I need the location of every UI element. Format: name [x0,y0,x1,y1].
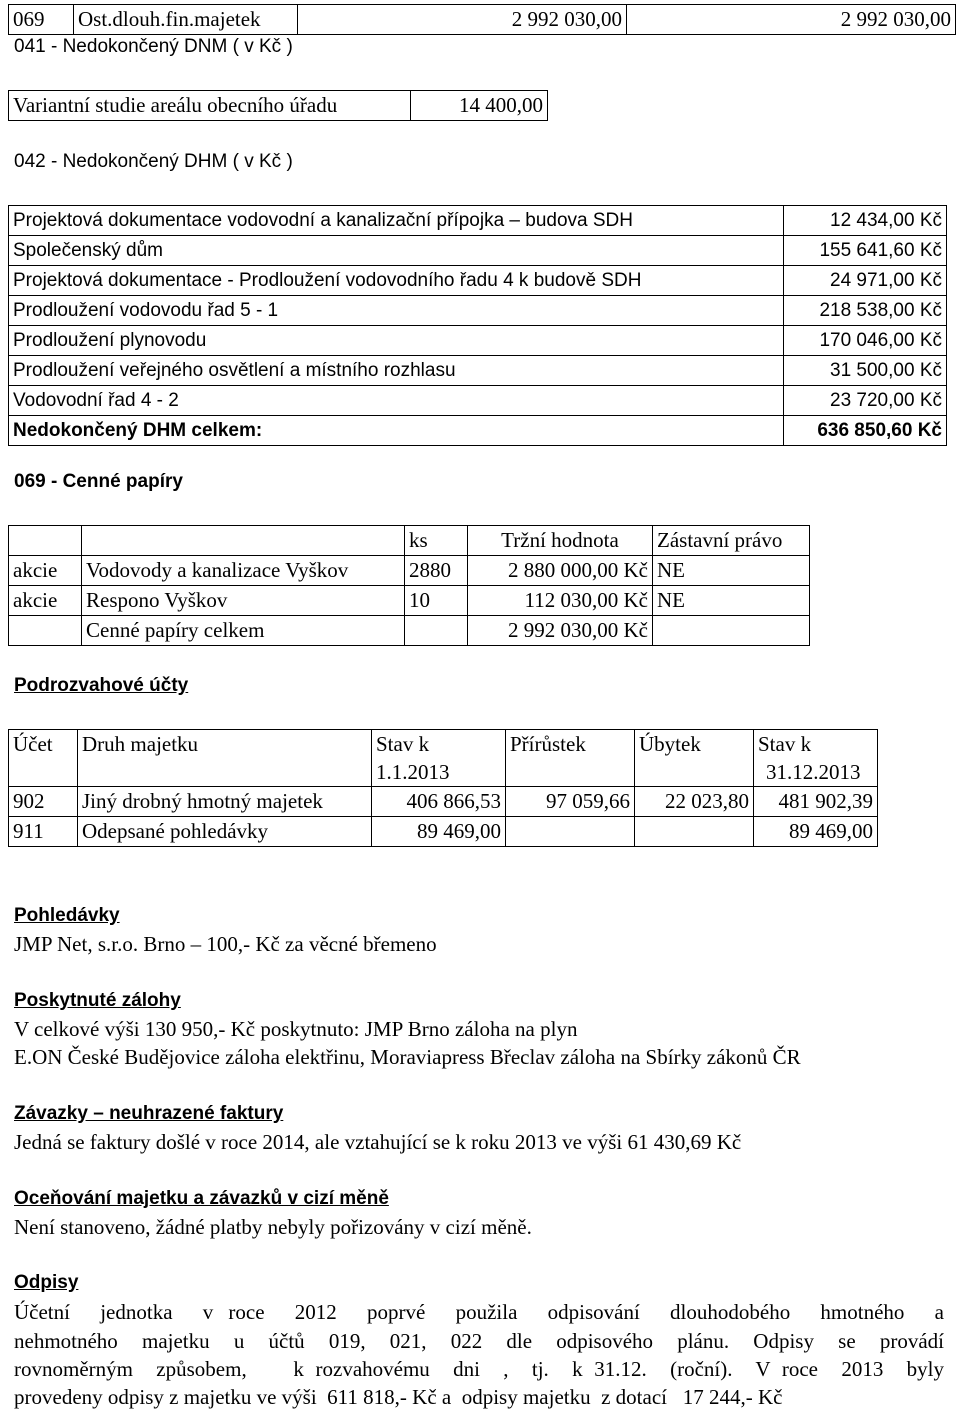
sec-header-pledge: Zástavní právo [653,526,810,556]
top-row-code: 069 [9,5,74,35]
ob-row-2-end: 89 469,00 [754,817,878,847]
table-row [9,787,878,817]
dhm-heading: 042 - Nedokončený DHM ( v Kč ) [14,151,293,172]
ob-header-start-l1: Stav k [376,732,430,756]
securities-table [8,525,810,646]
dhm-row-label: Společenský dům [9,236,784,266]
table-row [9,236,947,266]
ob-row-2-account: 911 [9,817,78,847]
dhm-row-value: 31 500,00 Kč [784,356,947,386]
receivables-heading: Pohledávky [14,905,120,926]
table-row [9,386,947,416]
dhm-row-value: 155 641,60 Kč [784,236,947,266]
top-row-table [8,4,956,35]
sec-row-1-name: Vodovody a kanalizace Vyškov [82,556,405,586]
liabilities-text: Jedná se faktury došlé v roce 2014, ale vztahující se k roku 2013 ve výši 61 430,69 Kč [14,1130,742,1154]
ob-row-1-start: 406 866,53 [372,787,506,817]
table-row [9,206,947,236]
ob-row-2-type: Odepsané pohledávky [78,817,372,847]
advances-heading: Poskytnuté zálohy [14,990,181,1011]
dhm-row-label: Projektová dokumentace - Prodloužení vodovodního řadu 4 k budově SDH [9,266,784,296]
sec-header-name [82,526,405,556]
ob-header-increase: Přírůstek [506,730,635,787]
offbalance-heading: Podrozvahové účty [14,675,189,696]
sec-row-2-value: 112 030,00 Kč [468,586,653,616]
depreciation-line4: provedeny odpisy z majetku ve výši 611 818,- Kč a odpisy majetku z dotací 17 244,- Kč [14,1385,783,1409]
sec-row-1-pledge: NE [653,556,810,586]
ob-row-2-increase [506,817,635,847]
dhm-row-label: Projektová dokumentace vodovodní a kanalizační přípojka – budova SDH [9,206,784,236]
dhm-row-label: Prodloužení plynovodu [9,326,784,356]
sec-row-2-pledge: NE [653,586,810,616]
sec-total-value: 2 992 030,00 Kč [468,616,653,646]
liabilities-heading: Závazky – neuhrazené faktury [14,1103,284,1124]
depreciation-heading: Odpisy [14,1272,79,1293]
dnm-value: 14 400,00 [411,91,548,121]
ob-header-decrease: Úbytek [635,730,754,787]
sec-header-ks: ks [405,526,468,556]
ob-row-1-type: Jiný drobný hmotný majetek [78,787,372,817]
ob-header-start-l2: 1.1.2013 [376,760,450,784]
ob-header-end [754,730,878,787]
depreciation-line3: rovnoměrným způsobem, k rozvahovému dni , tj. k 31.12. (roční). V roce 2013 byly [14,1357,944,1381]
sec-row-2-name: Respono Vyškov [82,586,405,616]
foreign-heading: Oceňování majetku a závazků v cizí měně [14,1188,389,1209]
top-row-value2: 2 992 030,00 [627,5,956,35]
offbalance-table [8,729,878,847]
table-row [9,266,947,296]
dhm-row-label: Vodovodní řad 4 - 2 [9,386,784,416]
ob-row-2-decrease [635,817,754,847]
dhm-row-value: 170 046,00 Kč [784,326,947,356]
dhm-row-value: 24 971,00 Kč [784,266,947,296]
sec-row-1-type: akcie [9,556,82,586]
dhm-row-value: 23 720,00 Kč [784,386,947,416]
ob-header-start [372,730,506,787]
ob-header-account: Účet [9,730,78,787]
sec-row-1-value: 2 880 000,00 Kč [468,556,653,586]
table-row [9,356,947,386]
table-row [9,817,878,847]
top-row-name: Ost.dlouh.fin.majetek [74,5,298,35]
dhm-row-value: 12 434,00 Kč [784,206,947,236]
dnm-table [8,90,548,121]
table-row [9,296,947,326]
sec-row-1-ks: 2880 [405,556,468,586]
dhm-total-label: Nedokončený DHM celkem: [9,416,784,446]
ob-row-1-account: 902 [9,787,78,817]
sec-row-2-ks: 10 [405,586,468,616]
depreciation-line2: nehmotného majetku u účtů 019, 021, 022 dle odpisového plánu. Odpisy se provádí [14,1329,944,1353]
sec-header-type [9,526,82,556]
advances-line2: E.ON České Budějovice záloha elektřinu, Moraviapress Břeclav záloha na Sbírky zákonů ČR [14,1045,801,1069]
ob-row-1-decrease: 22 023,80 [635,787,754,817]
advances-line1: V celkové výši 130 950,- Kč poskytnuto: JMP Brno záloha na plyn [14,1017,578,1041]
dhm-row-value: 218 538,00 Kč [784,296,947,326]
ob-header-end-l1: Stav k [758,732,812,756]
dhm-total-value: 636 850,60 Kč [784,416,947,446]
dnm-heading: 041 - Nedokončený DNM ( v Kč ) [14,36,293,57]
dhm-table [8,205,947,446]
dhm-row-label: Prodloužení vodovodu řad 5 - 1 [9,296,784,326]
foreign-text: Není stanoveno, žádné platby nebyly pořizovány v cizí měně. [14,1215,532,1239]
ob-row-1-increase: 97 059,66 [506,787,635,817]
sec-total-label: Cenné papíry celkem [82,616,405,646]
sec-row-2-type: akcie [9,586,82,616]
table-row [9,326,947,356]
receivables-text: JMP Net, s.r.o. Brno – 100,- Kč za věcné břemeno [14,932,437,956]
dnm-item: Variantní studie areálu obecního úřadu [9,91,411,121]
ob-row-1-end: 481 902,39 [754,787,878,817]
table-row [9,586,810,616]
securities-heading: 069 - Cenné papíry [14,471,183,492]
dhm-row-label: Prodloužení veřejného osvětlení a místního rozhlasu [9,356,784,386]
depreciation-line1: Účetní jednotka v roce 2012 poprvé použila odpisování dlouhodobého hmotného a [14,1300,944,1324]
top-row-value1: 2 992 030,00 [298,5,627,35]
ob-row-2-start: 89 469,00 [372,817,506,847]
ob-header-type: Druh majetku [78,730,372,787]
ob-header-end-l2: 31.12.2013 [766,760,861,784]
table-row [9,556,810,586]
sec-header-value: Tržní hodnota [468,526,653,556]
